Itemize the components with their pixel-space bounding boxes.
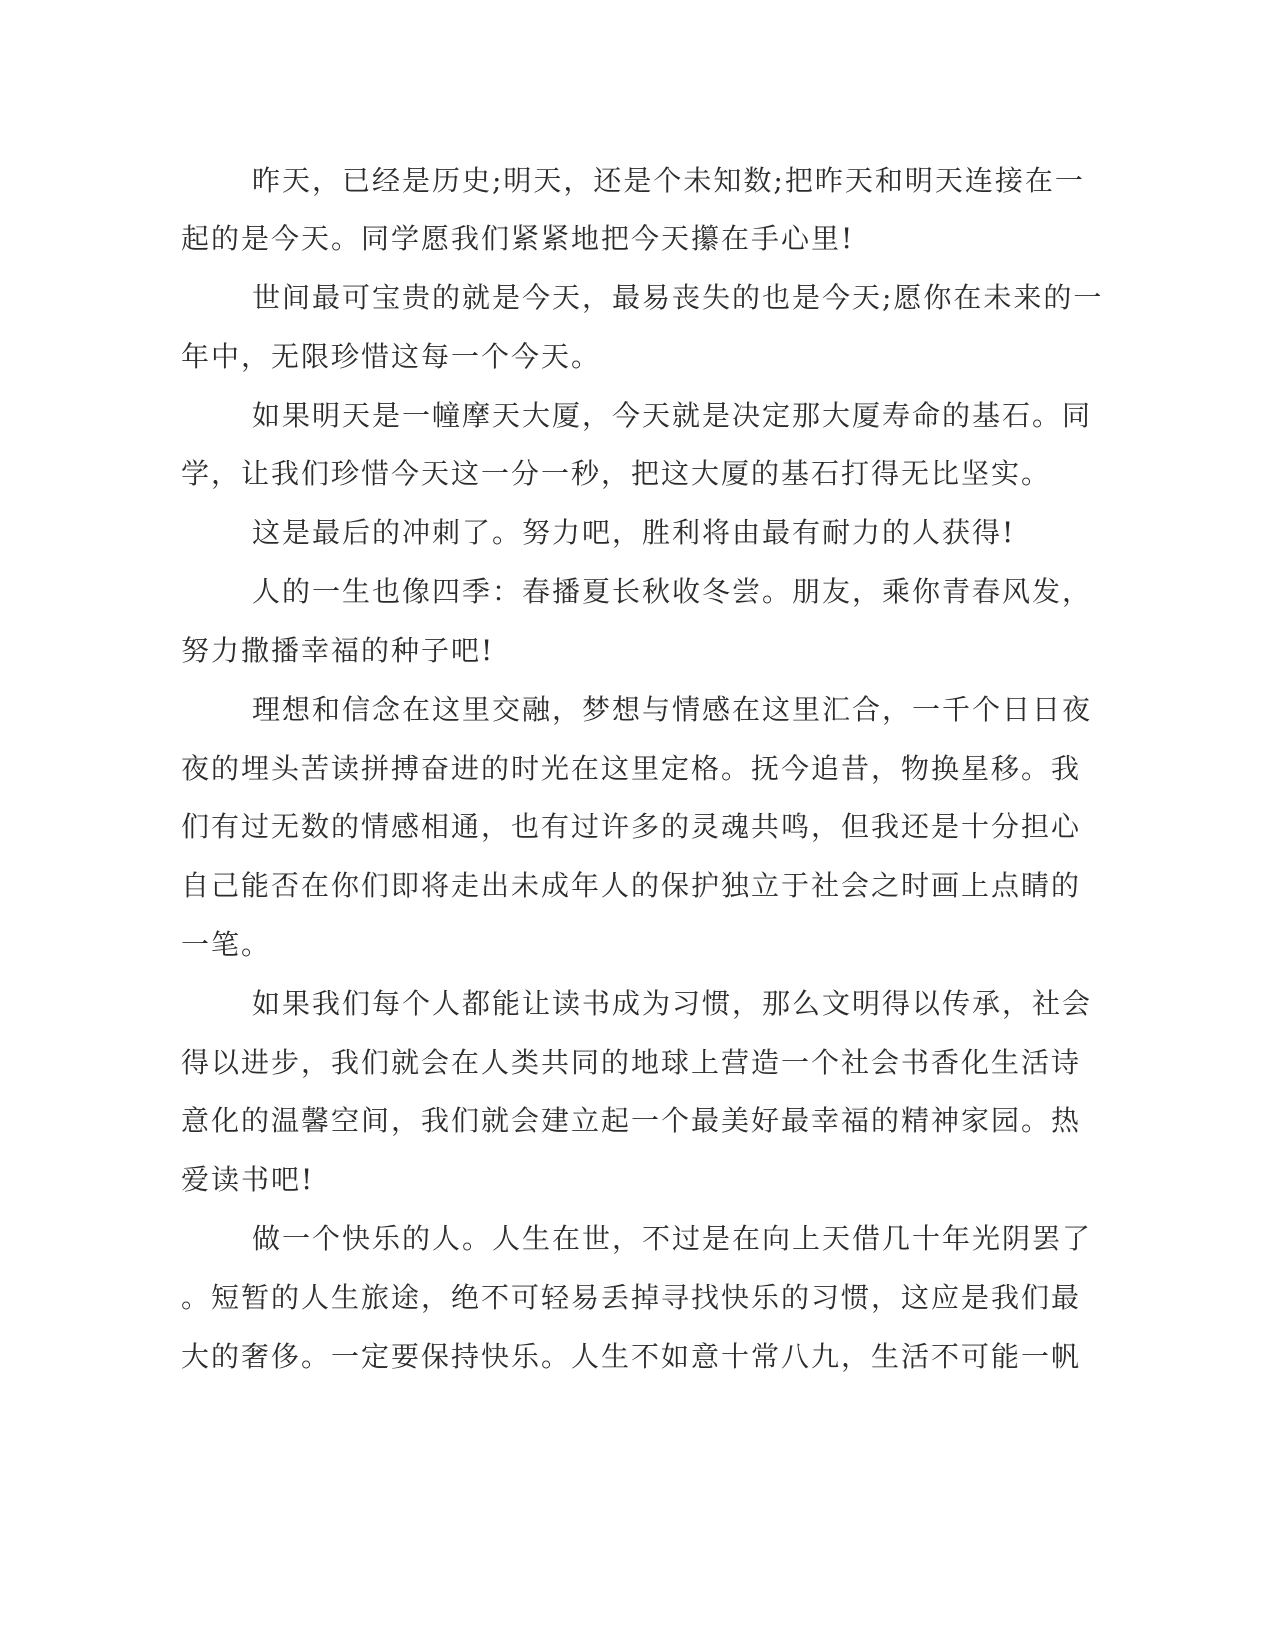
paragraph-6-line-2: 夜的埋头苦读拼搏奋进的时光在这里定格。抚今追昔，物换星移。我: [181, 752, 1082, 785]
paragraph-3-line-2: 学，让我们珍惜今天这一分一秒，把这大厦的基石打得无比坚实。: [181, 457, 1052, 490]
paragraph-3-line-1: 如果明天是一幢摩天大厦，今天就是决定那大厦寿命的基石。同: [252, 399, 1093, 432]
paragraph-5-line-2: 努力撒播幸福的种子吧!: [181, 634, 495, 667]
paragraph-6-line-1: 理想和信念在这里交融，梦想与情感在这里汇合，一千个日日夜: [252, 693, 1093, 726]
paragraph-6-line-5: 一笔。: [181, 928, 272, 961]
paragraph-1-line-2: 起的是今天。同学愿我们紧紧地把今天攥在手心里!: [181, 222, 855, 255]
paragraph-8-line-3: 大的奢侈。一定要保持快乐。人生不如意十常八九，生活不可能一帆: [181, 1340, 1082, 1373]
paragraph-7-line-1: 如果我们每个人都能让读书成为习惯，那么文明得以传承，社会: [252, 987, 1093, 1020]
paragraph-1-line-1: 昨天，已经是历史;明天，还是个未知数;把昨天和明天连接在一: [252, 164, 1085, 197]
paragraph-6-line-4: 自己能否在你们即将走出未成年人的保护独立于社会之时画上点睛的: [181, 869, 1082, 902]
paragraph-7-line-2: 得以进步，我们就会在人类共同的地球上营造一个社会书香化生活诗: [181, 1046, 1082, 1079]
paragraph-5-line-1: 人的一生也像四季：春播夏长秋收冬尝。朋友，乘你青春风发，: [252, 575, 1093, 608]
paragraph-2-line-2: 年中，无限珍惜这每一个今天。: [181, 340, 602, 373]
paragraph-4-line-1: 这是最后的冲刺了。努力吧，胜利将由最有耐力的人获得!: [252, 516, 1016, 549]
paragraph-2-line-1: 世间最可宝贵的就是今天，最易丧失的也是今天;愿你在未来的一: [252, 281, 1104, 314]
paragraph-7-line-3: 意化的温馨空间，我们就会建立起一个最美好最幸福的精神家园。热: [181, 1104, 1082, 1137]
paragraph-8-line-1: 做一个快乐的人。人生在世，不过是在向上天借几十年光阴罢了: [252, 1222, 1093, 1255]
paragraph-8-line-2: 。短暂的人生旅途，绝不可轻易丢掉寻找快乐的习惯，这应是我们最: [181, 1281, 1082, 1314]
paragraph-6-line-3: 们有过无数的情感相通，也有过许多的灵魂共鸣，但我还是十分担心: [181, 810, 1082, 843]
paragraph-7-line-4: 爱读书吧!: [181, 1163, 315, 1196]
